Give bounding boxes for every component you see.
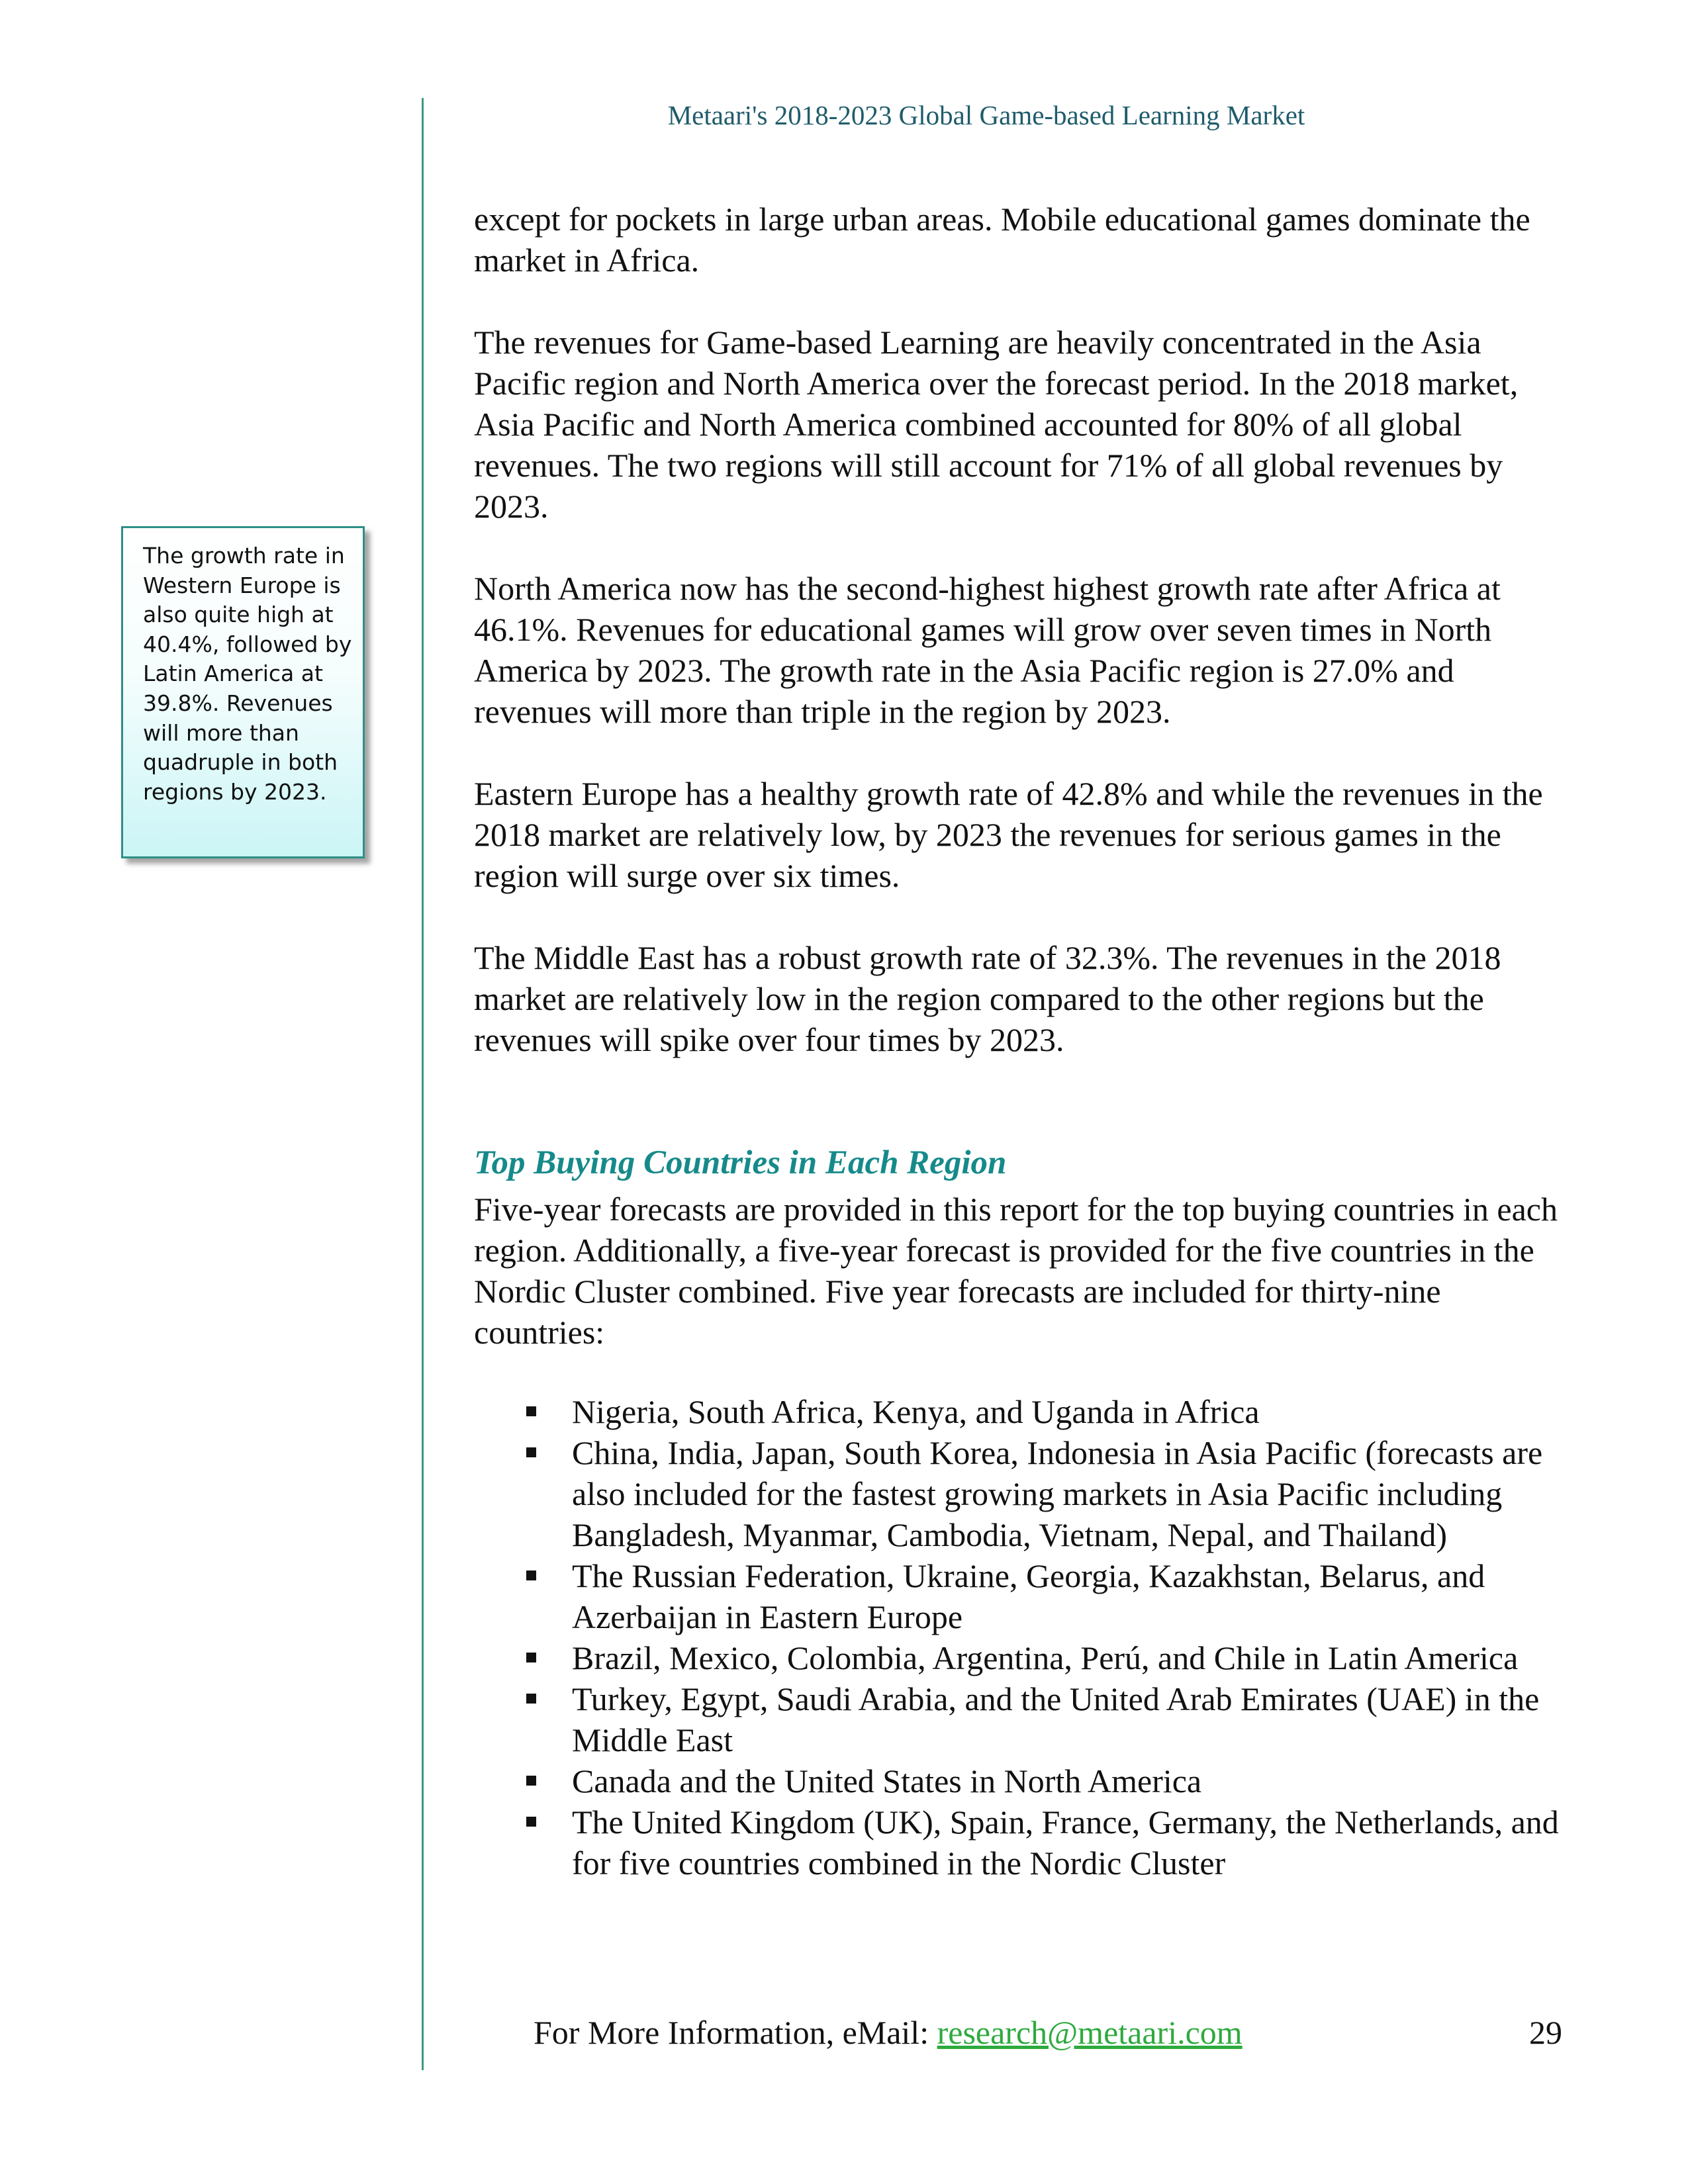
paragraph-middle-east: The Middle East has a robust growth rate of 32.3%. The revenues in the 2018 market are relatively low in the region compared to the other regions but the revenues will spike over four times by 2023. xyxy=(474,939,1501,1058)
section-heading: Top Buying Countries in Each Region xyxy=(474,1144,1007,1181)
page-header: Metaari's 2018-2023 Global Game-based Learning Market xyxy=(667,100,1305,130)
paragraph-continuation: except for pockets in large urban areas. Mobile educational games dominate the market in Africa. xyxy=(474,201,1530,279)
paragraph-eastern-europe: Eastern Europe has a healthy growth rate of 42.8% and while the revenues in the 2018 market are relatively low, by 2023 the revenues for serious games in the region will surge over six times. xyxy=(474,775,1543,894)
list-item: China, India, Japan, South Korea, Indonesia in Asia Pacific (forecasts are also included for the fastest growing markets in Asia Pacific including Bangladesh, Myanmar, Cambodia, Vietnam, Nepal, and Thailand) xyxy=(474,1432,1573,1555)
paragraph-revenue-concentration: The revenues for Game-based Learning are heavily concentrated in the Asia Pacific region and North America over the forecast period. In the 2018 market, Asia Pacific and North America combined accounted for 80% of all global revenues. The two regions will still account for 71% of all global revenues by 2023. xyxy=(474,324,1519,525)
section-intro: Five-year forecasts are provided in this report for the top buying countries in each region. Additionally, a five-year forecast is provided for the five countries in the Nordic Cluster combined. Five year forecasts are included for thirty-nine countries: xyxy=(474,1191,1558,1351)
sidebar-callout: The growth rate in Western Europe is also quite high at 40.4%, followed by Latin America at 39.8%. Revenues will more than quadruple in both regions by 2023. xyxy=(121,526,365,858)
page-number: 29 xyxy=(1529,2014,1562,2051)
list-item: Nigeria, South Africa, Kenya, and Uganda in Africa xyxy=(474,1391,1573,1432)
list-item: Turkey, Egypt, Saudi Arabia, and the United Arab Emirates (UAE) in the Middle East xyxy=(474,1678,1573,1760)
email-link[interactable]: research@metaari.com xyxy=(937,2014,1243,2051)
country-list xyxy=(474,1391,1573,1884)
list-item: Brazil, Mexico, Colombia, Argentina, Perú, and Chile in Latin America xyxy=(474,1637,1573,1678)
list-item: The United Kingdom (UK), Spain, France, Germany, the Netherlands, and for five countries combined in the Nordic Cluster xyxy=(474,1801,1573,1884)
vertical-rule xyxy=(422,98,424,2070)
paragraph-north-america: North America now has the second-highest highest growth rate after Africa at 46.1%. Revenues for educational games will grow over seven times in North America by 2023. The growth rate in the Asia Pacific region is 27.0% and revenues will more than triple in the region by 2023. xyxy=(474,570,1501,730)
main-content xyxy=(474,199,1573,1884)
list-item: Canada and the United States in North America xyxy=(474,1760,1573,1801)
footer xyxy=(534,2012,1243,2053)
footer-label: For More Information, eMail: xyxy=(534,2014,937,2051)
list-item: The Russian Federation, Ukraine, Georgia, Kazakhstan, Belarus, and Azerbaijan in Eastern Europe xyxy=(474,1555,1573,1637)
